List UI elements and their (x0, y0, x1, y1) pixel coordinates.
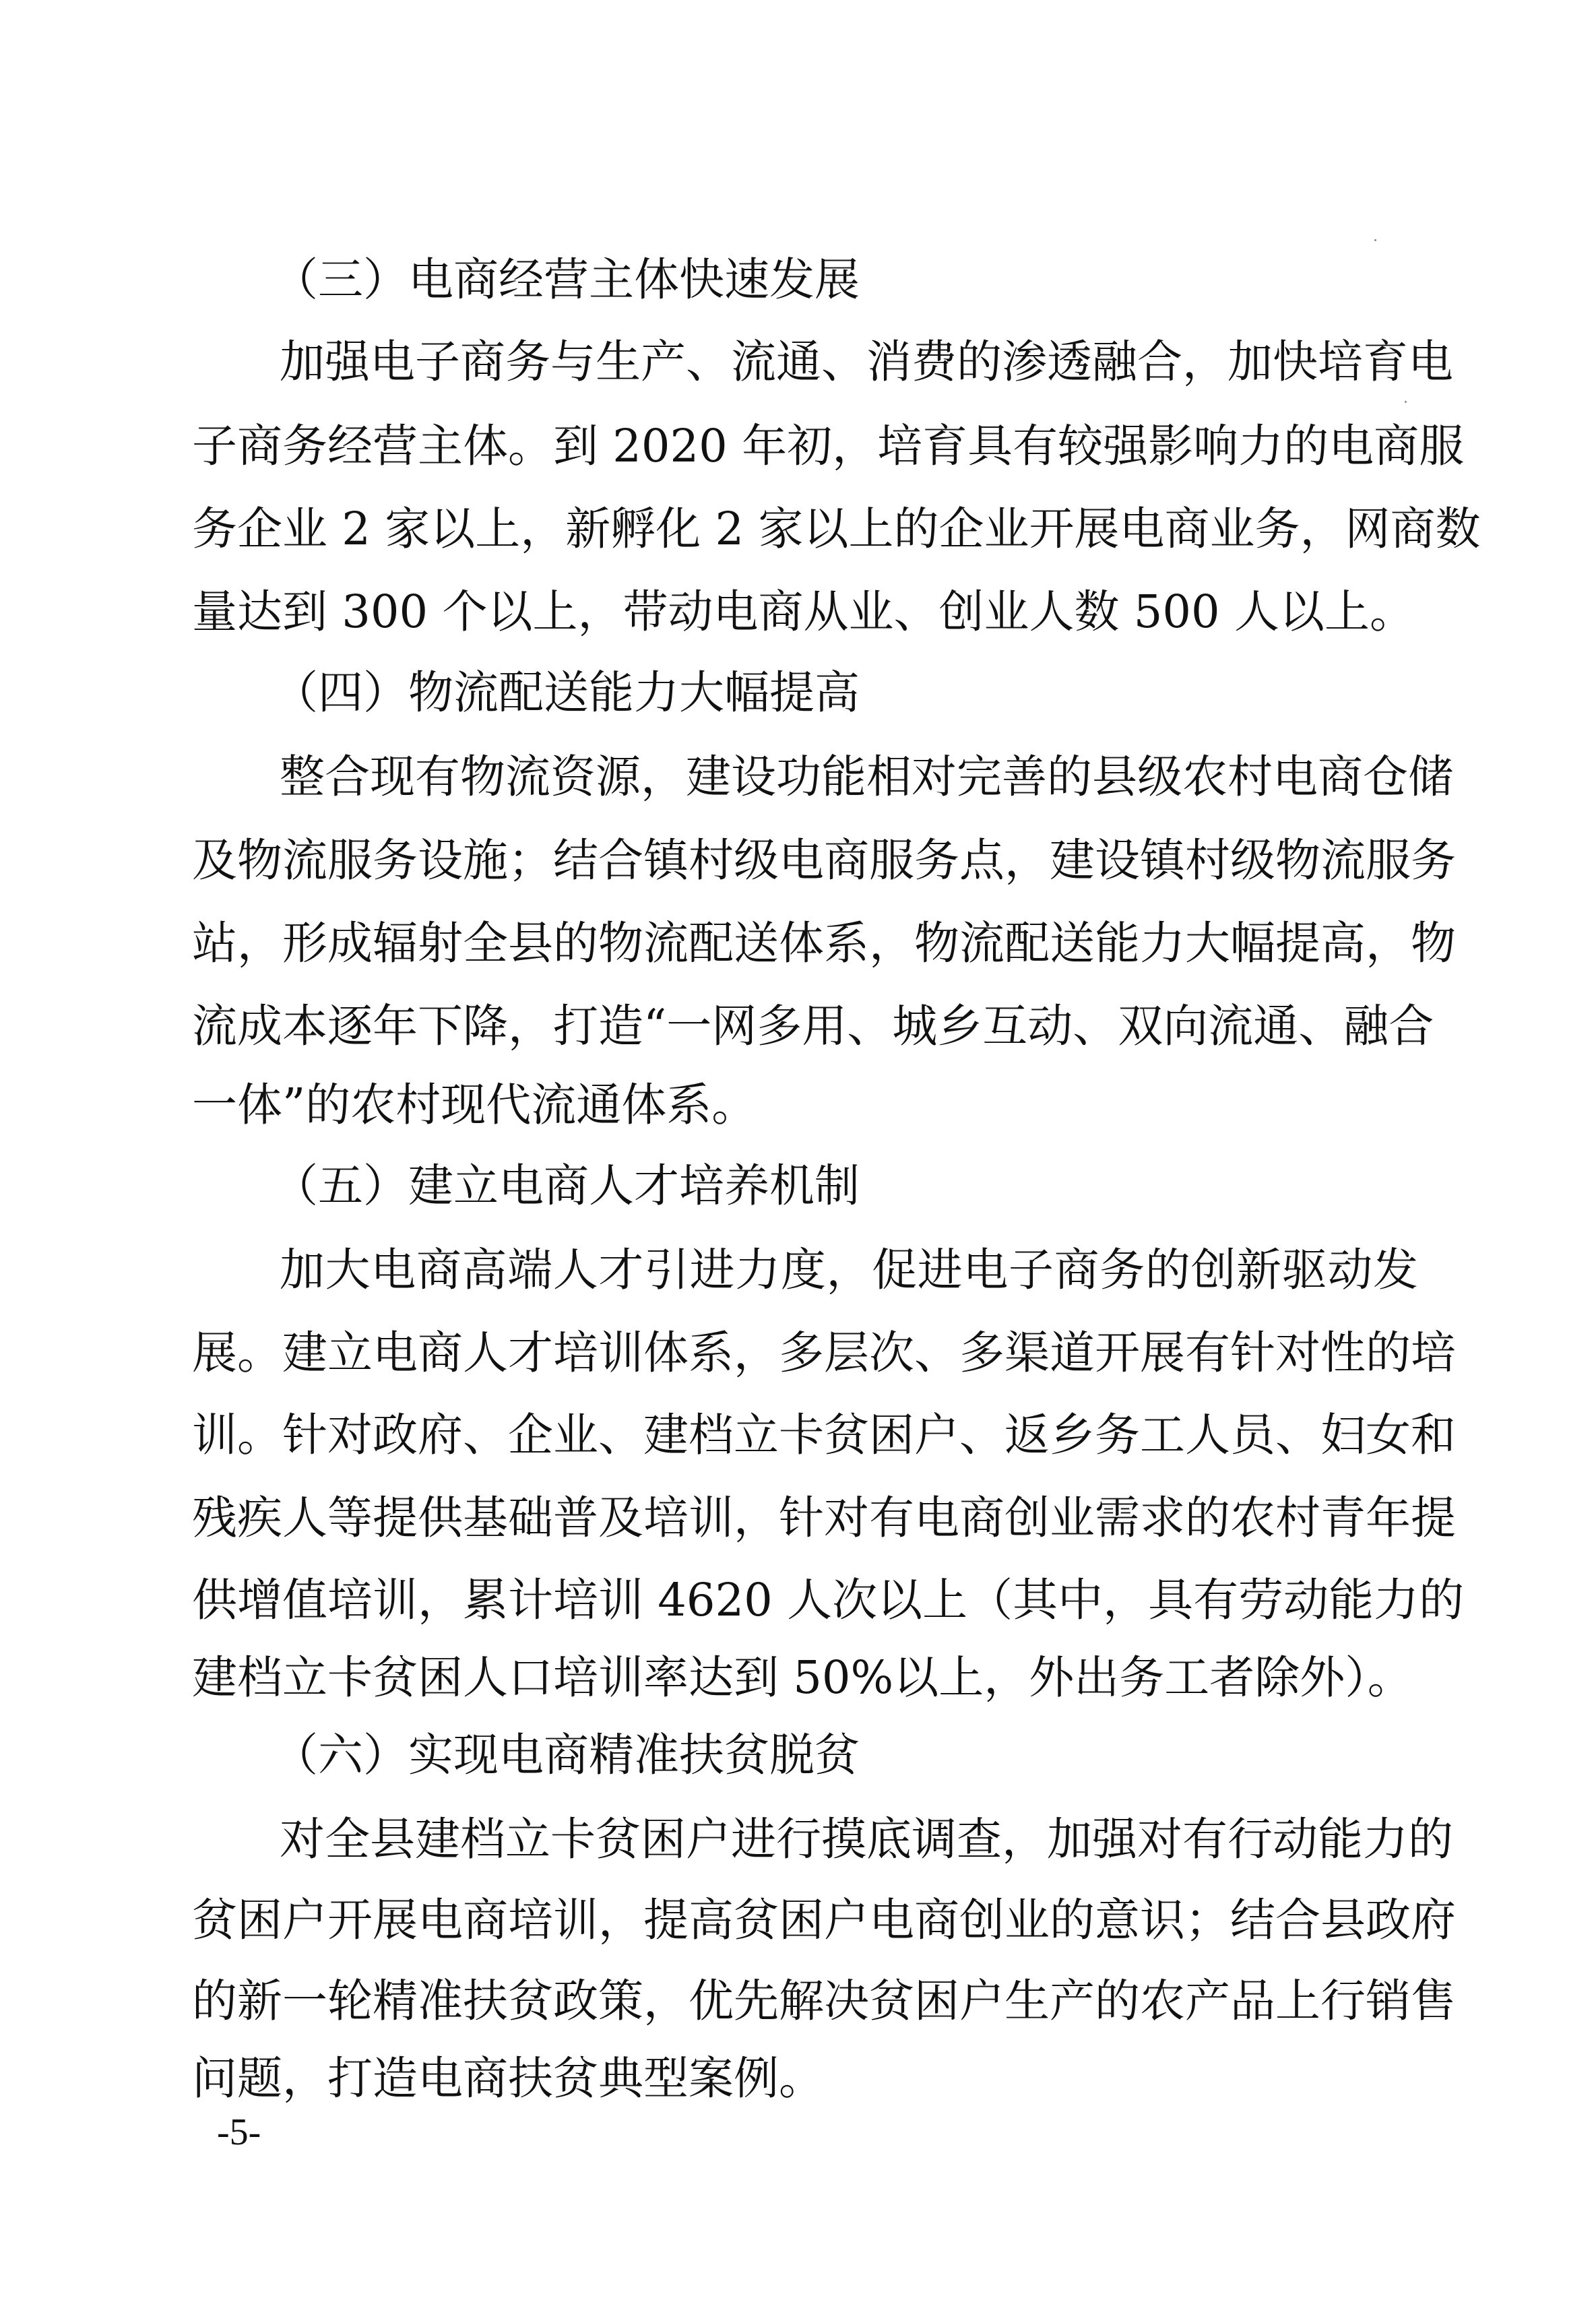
section-heading-5: （五）建立电商人才培养机制 (273, 1159, 860, 1212)
paragraph-line: 的新一轮精准扶贫政策，优先解决贫困户生产的农产品上行销售 (192, 1975, 1456, 2027)
paragraph-line: 流成本逐年下降，打造“一网多用、城乡互动、双向流通、融合 (192, 1000, 1434, 1052)
paragraph-line: 加强电子商务与生产、流通、消费的渗透融合，加快培育电 (280, 336, 1453, 388)
paragraph-line: 及物流服务设施；结合镇村级电商服务点，建设镇村级物流服务 (192, 834, 1456, 887)
paragraph-line: 加大电商高端人才引进力度，促进电子商务的创新驱动发 (280, 1244, 1418, 1296)
paragraph-line: 供增值培训，累计培训 4620 人次以上（其中，具有劳动能力的 (192, 1574, 1465, 1626)
section-heading-3: （三）电商经营主体快速发展 (273, 253, 860, 306)
paragraph-line: 子商务经营主体。到 2020 年初，培育具有较强影响力的电商服 (192, 420, 1465, 472)
scan-speck (1374, 239, 1376, 241)
paragraph-line: 整合现有物流资源，建设功能相对完善的县级农村电商仓储 (280, 751, 1453, 803)
paragraph-line: 训。针对政府、企业、建档立卡贫困户、返乡务工人员、妇女和 (192, 1409, 1456, 1461)
paragraph-line: 一体”的农村现代流通体系。 (192, 1079, 757, 1131)
section-heading-4: （四）物流配送能力大幅提高 (273, 666, 860, 719)
paragraph-line: 残疾人等提供基础普及培训，针对有电商创业需求的农村青年提 (192, 1492, 1456, 1544)
paragraph-line: 量达到 300 个以上，带动电商从业、创业人数 500 人以上。 (192, 585, 1415, 638)
section-heading-6: （六）实现电商精准扶贫脱贫 (273, 1729, 860, 1781)
paragraph-line: 务企业 2 家以上，新孵化 2 家以上的企业开展电商业务，网商数 (192, 503, 1481, 555)
paragraph-line: 对全县建档立卡贫困户进行摸底调查，加强对有行动能力的 (280, 1813, 1453, 1865)
paragraph-line: 问题，打造电商扶贫典型案例。 (192, 2052, 824, 2105)
page-number: -5- (217, 2111, 261, 2153)
paragraph-line: 建档立卡贫困人口培训率达到 50%以上，外出务工者除外）。 (192, 1651, 1413, 1704)
paragraph-line: 贫困户开展电商培训，提高贫困户电商创业的意识；结合县政府 (192, 1894, 1456, 1946)
scan-speck (1405, 401, 1407, 403)
paragraph-line: 展。建立电商人才培训体系，多层次、多渠道开展有针对性的培 (192, 1327, 1456, 1379)
paragraph-line: 站，形成辐射全县的物流配送体系，物流配送能力大幅提高，物 (192, 917, 1456, 969)
